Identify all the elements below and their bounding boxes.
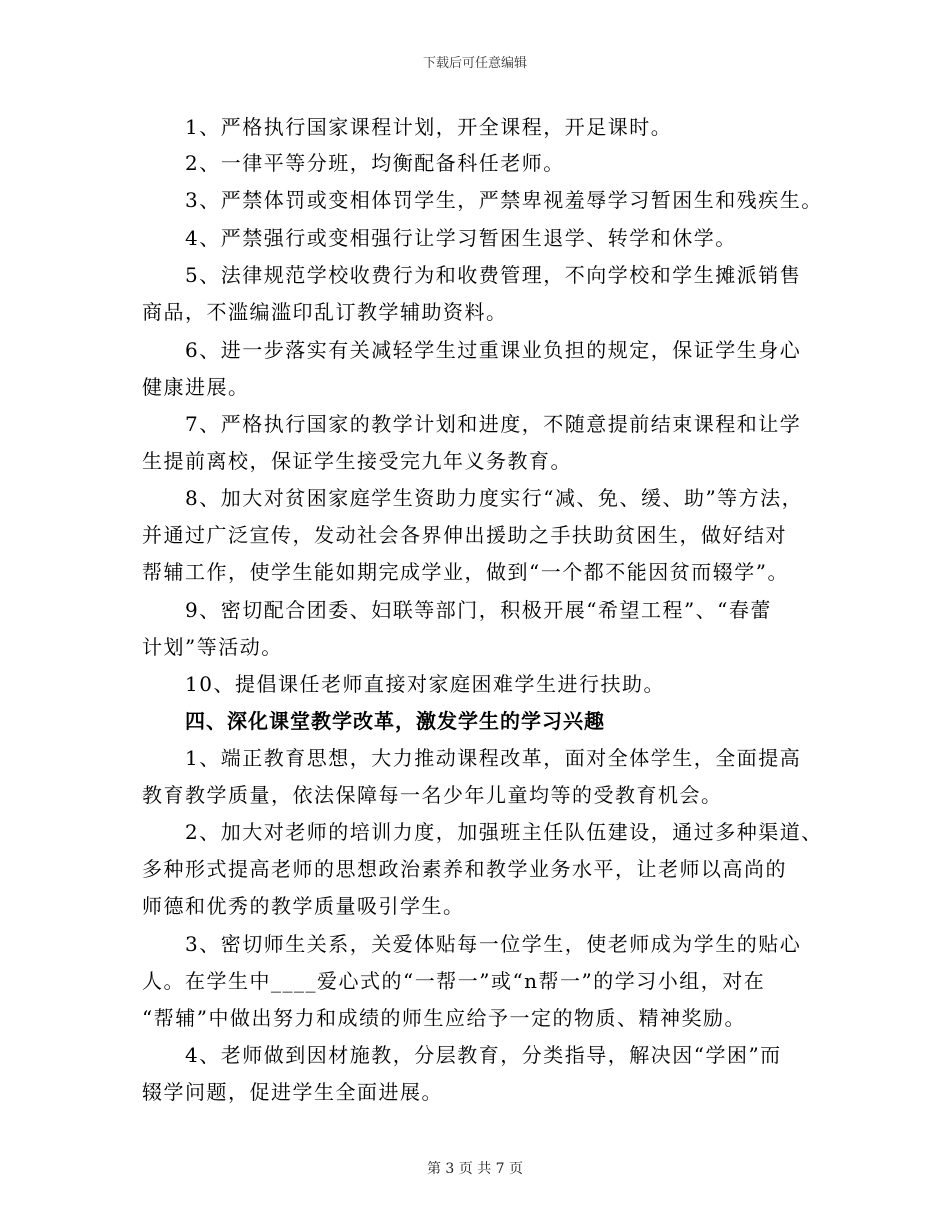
paragraph-line: 4、严禁强行或变相强行让学习暂困生退学、转学和休学。 bbox=[185, 226, 737, 250]
paragraph-line: 师德和优秀的教学质量吸引学生。 bbox=[142, 894, 465, 918]
section-heading: 四、深化课堂教学改革，激发学生的学习兴趣 bbox=[185, 709, 605, 733]
paragraph-line: 1、端正教育思想，大力推动课程改革，面对全体学生，全面提高 bbox=[185, 746, 802, 770]
paragraph-line: 7、严格执行国家的教学计划和进度，不随意提前结束课程和让学 bbox=[185, 412, 802, 436]
paragraph-line: 8、加大对贫困家庭学生资助力度实行“减、免、缓、助”等方法， bbox=[185, 486, 804, 510]
paragraph-line: 教育教学质量，依法保障每一名少年儿童均等的受教育机会。 bbox=[142, 783, 723, 807]
paragraph-line: 6、进一步落实有关减轻学生过重课业负担的规定，保证学生身心 bbox=[185, 338, 802, 362]
paragraph-line: 生提前离校，保证学生接受完九年义务教育。 bbox=[142, 449, 572, 473]
paragraph-line: 3、严禁体罚或变相体罚学生，严禁卑视羞辱学习暂困生和残疾生。 bbox=[185, 188, 823, 212]
paragraph-line: 商品，不滥编滥印乱订教学辅助资料。 bbox=[142, 300, 508, 324]
paragraph-line: 人。在学生中____爱心式的“一帮一”或“n帮一”的学习小组，对在 bbox=[142, 969, 766, 993]
page-footer: 第 3 页 共 7 页 bbox=[426, 1161, 524, 1177]
paragraph-line: 4、老师做到因材施教，分层教育，分类指导，解决因“学困”而 bbox=[185, 1043, 782, 1067]
paragraph-line: 9、密切配合团委、妇联等部门，积极开展“希望工程”、“春蕾 bbox=[185, 598, 772, 622]
paragraph-line: “帮辅”中做出努力和成绩的师生应给予一定的物质、精神奖励。 bbox=[142, 1006, 746, 1030]
paragraph-line: 1、严格执行国家课程计划，开全课程，开足课时。 bbox=[185, 115, 673, 139]
paragraph-line: 10、提倡课任老师直接对家庭困难学生进行扶助。 bbox=[185, 672, 665, 696]
paragraph-line: 辍学问题，促进学生全面进展。 bbox=[142, 1080, 443, 1104]
paragraph-line: 2、加大对老师的培训力度，加强班主任队伍建设，通过多种渠道、 bbox=[185, 820, 823, 844]
paragraph-line: 计划”等活动。 bbox=[142, 635, 283, 659]
paragraph-line: 3、密切师生关系，关爱体贴每一位学生，使老师成为学生的贴心 bbox=[185, 932, 802, 956]
paragraph-line: 2、一律平等分班，均衡配备科任老师。 bbox=[185, 151, 565, 175]
page-header: 下载后可任意编辑 bbox=[422, 56, 527, 71]
paragraph-line: 多种形式提高老师的思想政治素养和教学业务水平，让老师以高尚的 bbox=[142, 857, 787, 881]
paragraph-line: 并通过广泛宣传，发动社会各界伸出援助之手扶助贫困生，做好结对 bbox=[142, 523, 787, 547]
paragraph-line: 帮辅工作，使学生能如期完成学业，做到“一个都不能因贫而辍学”。 bbox=[142, 560, 789, 584]
paragraph-line: 5、法律规范学校收费行为和收费管理，不向学校和学生摊派销售 bbox=[185, 263, 802, 287]
paragraph-line: 健康进展。 bbox=[142, 375, 250, 399]
